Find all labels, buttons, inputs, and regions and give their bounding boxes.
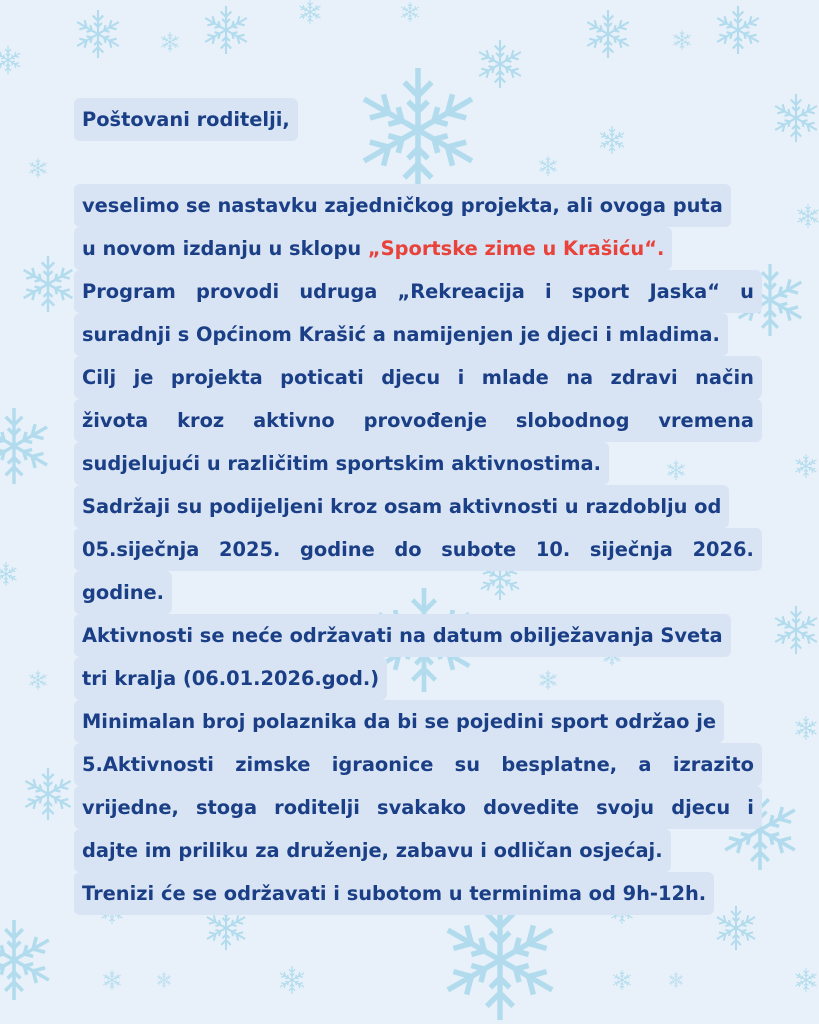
word: godine bbox=[300, 538, 375, 561]
word: kroz bbox=[177, 409, 225, 432]
snowflake-icon bbox=[775, 94, 817, 142]
paragraph-line bbox=[74, 227, 672, 270]
word: subote bbox=[441, 538, 517, 561]
paragraph-line: sudjelujući u različitim sportskim aktivnostima. bbox=[74, 442, 609, 485]
snowflake-icon bbox=[103, 970, 120, 990]
paragraph-line bbox=[74, 399, 762, 442]
word: siječnja bbox=[589, 538, 673, 561]
paragraph-text: u novom izdanju u sklopu bbox=[82, 237, 368, 260]
snowflake-icon bbox=[77, 10, 119, 58]
paragraph-line: dajte im priliku za druženje, zabavu i odličan osjećaj. bbox=[74, 829, 671, 872]
snowflake-icon bbox=[448, 900, 552, 1020]
paragraph-line bbox=[74, 786, 762, 829]
word: igraonice bbox=[331, 753, 434, 776]
word: sport bbox=[571, 280, 630, 303]
snowflake-icon bbox=[796, 716, 817, 740]
snowflake-icon bbox=[796, 968, 817, 992]
word: djecu bbox=[381, 366, 441, 389]
word: 05.siječnja bbox=[82, 538, 200, 561]
snowflake-icon bbox=[25, 768, 70, 820]
paragraph-line: Trenizi će se održavati i subotom u terminima od 9h-12h. bbox=[74, 872, 714, 915]
paragraph-line: veselimo se nastavku zajedničkog projekta, ali ovoga puta bbox=[74, 184, 731, 227]
paragraph-line: tri kralja (06.01.2026.god.) bbox=[74, 657, 387, 700]
paragraph-line bbox=[74, 528, 762, 571]
word: do bbox=[394, 538, 422, 561]
word: mlade bbox=[481, 366, 549, 389]
snowflake-icon bbox=[669, 972, 683, 988]
snowflake-icon bbox=[673, 30, 690, 50]
snowflake-icon bbox=[157, 972, 171, 988]
letter-body bbox=[74, 98, 762, 915]
word: svakako bbox=[377, 796, 466, 819]
word: provodi bbox=[195, 280, 280, 303]
word: su bbox=[454, 753, 481, 776]
word: roditelji bbox=[274, 796, 360, 819]
word: Jaska“ bbox=[649, 280, 721, 303]
word: projekta bbox=[170, 366, 263, 389]
paragraph-line: Minimalan broj polaznika da bi se pojedini sport održao je bbox=[74, 700, 724, 743]
word: slobodnog bbox=[515, 409, 630, 432]
word: provođenje bbox=[363, 409, 487, 432]
word: 10. bbox=[535, 538, 571, 561]
paragraph-line: Sadržaji su podijeljeni kroz osam aktivnosti u razdoblju od bbox=[74, 485, 729, 528]
snowflake-icon bbox=[717, 6, 759, 54]
word: „Rekreacija bbox=[397, 280, 525, 303]
word: zimske bbox=[235, 753, 311, 776]
snowflake-icon bbox=[161, 32, 178, 52]
word: svoju bbox=[596, 796, 655, 819]
word: vrijedne, bbox=[82, 796, 179, 819]
greeting: Poštovani roditelji, bbox=[74, 98, 298, 141]
snowflake-icon bbox=[796, 454, 817, 478]
word: 2025. bbox=[219, 538, 281, 561]
word: 2026. bbox=[692, 538, 754, 561]
snowflake-icon bbox=[0, 562, 16, 586]
snowflake-icon bbox=[24, 256, 73, 312]
snowflake-icon bbox=[401, 2, 418, 22]
event-name-highlight: „Sportske zime u Krašiću“. bbox=[367, 237, 665, 260]
word: vremena bbox=[658, 409, 754, 432]
snowflake-icon bbox=[280, 966, 304, 994]
snowflake-icon bbox=[300, 0, 321, 24]
word: je bbox=[133, 366, 154, 389]
word: u bbox=[740, 280, 754, 303]
word: način bbox=[695, 366, 754, 389]
word: udruga bbox=[299, 280, 378, 303]
word: života bbox=[82, 409, 149, 432]
word: i bbox=[544, 280, 552, 303]
word: Cilj bbox=[82, 366, 117, 389]
word: a bbox=[638, 753, 652, 776]
snowflake-icon bbox=[479, 40, 521, 88]
snowflake-icon bbox=[0, 920, 49, 1000]
paragraph-line: suradnji s Općinom Krašić a namijenjen je djeci i mladima. bbox=[74, 313, 728, 356]
snowflake-icon bbox=[587, 10, 629, 58]
word: 5.Aktivnosti bbox=[82, 753, 214, 776]
word: i bbox=[747, 796, 754, 819]
snowflake-icon bbox=[29, 670, 46, 690]
snowflake-icon bbox=[0, 408, 47, 484]
word: zdravi bbox=[610, 366, 678, 389]
word: na bbox=[566, 366, 594, 389]
word: izrazito bbox=[672, 753, 754, 776]
snowflake-icon bbox=[0, 46, 20, 74]
paragraph-line bbox=[74, 356, 762, 399]
word: i bbox=[457, 366, 465, 389]
word: aktivno bbox=[253, 409, 335, 432]
paragraph-line bbox=[74, 270, 762, 313]
word: djecu bbox=[671, 796, 731, 819]
snowflake-icon bbox=[798, 204, 819, 228]
word: Program bbox=[82, 280, 176, 303]
snowflake-icon bbox=[205, 6, 247, 54]
snowflake-icon bbox=[613, 970, 630, 990]
snowflake-icon bbox=[29, 158, 46, 178]
word: besplatne, bbox=[501, 753, 618, 776]
word: dovedite bbox=[483, 796, 580, 819]
paragraph-line bbox=[74, 743, 762, 786]
paragraph-line: godine. bbox=[74, 571, 172, 614]
word: poticati bbox=[280, 366, 364, 389]
snowflake-icon bbox=[775, 606, 817, 654]
word: stoga bbox=[195, 796, 258, 819]
paragraph-line: Aktivnosti se neće održavati na datum obilježavanja Sveta bbox=[74, 614, 731, 657]
